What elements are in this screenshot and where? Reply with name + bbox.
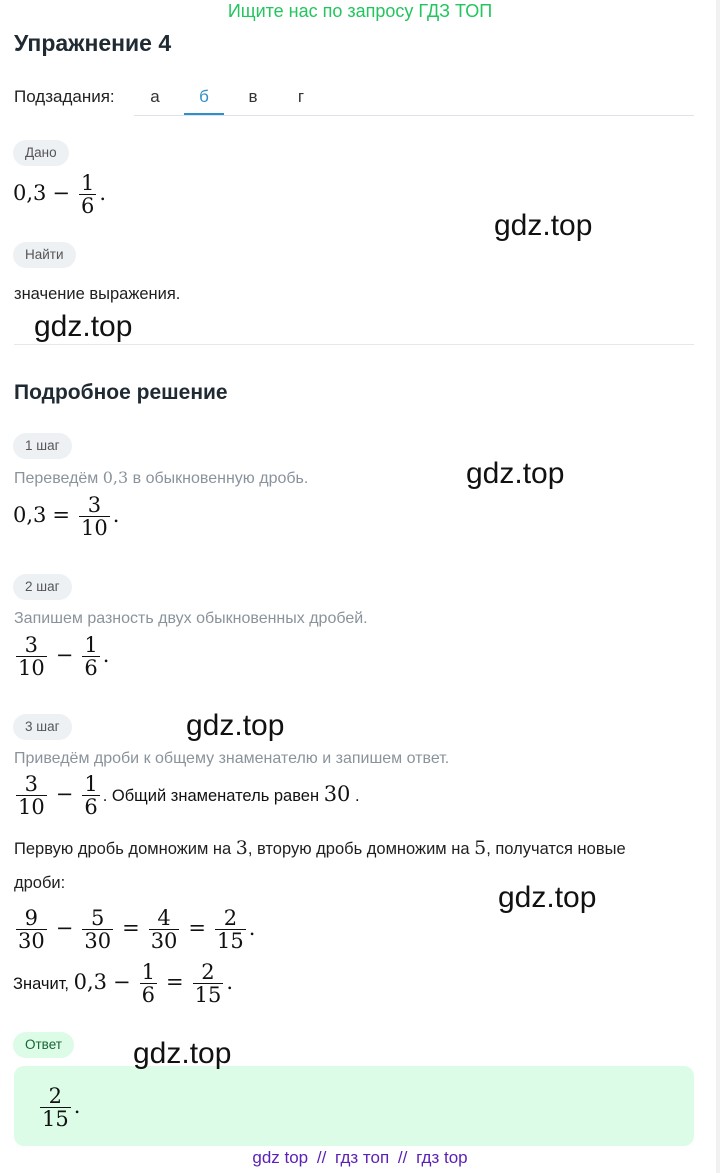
scrollbar[interactable] <box>716 0 720 1173</box>
watermark: gdz.top <box>494 209 593 242</box>
hint-text: в обыкновенную дробь. <box>128 470 309 487</box>
fraction <box>82 773 99 818</box>
watermark: gdz.top <box>34 310 133 343</box>
denominator: 15 <box>194 983 222 1008</box>
numerator: 5 <box>91 906 105 930</box>
multiplier-2: 5 <box>474 837 487 859</box>
fraction <box>193 961 224 1006</box>
find-text: значение выражения. <box>14 285 181 303</box>
page-title: Упражнение 4 <box>14 30 172 56</box>
numerator: 9 <box>24 906 39 930</box>
equals-sign: = <box>122 916 140 941</box>
find-chip: Найти <box>13 242 76 268</box>
active-tab-indicator <box>184 113 224 115</box>
fraction <box>140 961 157 1006</box>
step1-chip: 1 шаг <box>13 433 72 459</box>
hint-math: 0,3 <box>102 468 129 487</box>
fraction <box>16 634 47 679</box>
denominator: 6 <box>84 656 98 681</box>
step3-chip: 3 шаг <box>13 714 72 740</box>
step2-expression <box>13 634 109 679</box>
equals-sign: = <box>188 916 207 941</box>
common-denominator-value: 30 <box>323 782 351 807</box>
footer-link[interactable]: гдз top <box>416 1148 468 1167</box>
tab-b[interactable]: б <box>199 87 209 106</box>
tab-v[interactable]: в <box>248 87 258 106</box>
search-banner: Ищите нас по запросу ГДЗ ТОП <box>227 1 493 21</box>
answer-chip: Ответ <box>13 1032 74 1058</box>
numerator: 1 <box>84 772 98 796</box>
period: . <box>248 916 256 941</box>
numerator: 3 <box>24 772 39 796</box>
given-decimal: 0,3 <box>13 181 47 206</box>
fraction <box>82 907 113 952</box>
period: . <box>102 643 110 668</box>
denominator: 10 <box>81 516 108 541</box>
fraction <box>79 494 110 539</box>
watermark: gdz.top <box>186 709 285 742</box>
numerator: 1 <box>84 633 98 657</box>
answer-expression <box>37 1085 80 1130</box>
decimal: 0,3 <box>13 503 47 528</box>
period: . <box>226 970 234 995</box>
numerator: 2 <box>201 960 215 984</box>
fraction <box>16 907 47 952</box>
numerator: 3 <box>87 493 102 517</box>
denominator: 15 <box>42 1107 69 1132</box>
minus-sign: − <box>55 782 74 807</box>
conclusion-text: Значит, <box>13 975 74 994</box>
denominator: 30 <box>150 929 178 954</box>
numerator: 1 <box>81 171 95 195</box>
watermark: gdz.top <box>498 881 597 914</box>
step3-hint: Приведём дроби к общему знаменателю и запишем ответ. <box>14 750 450 767</box>
footer-link[interactable]: гдз топ <box>335 1148 390 1167</box>
section-divider <box>14 344 694 345</box>
step1-hint <box>14 468 308 488</box>
step3-expression <box>13 773 360 818</box>
step3-conclusion <box>13 961 233 1006</box>
denominator: 15 <box>217 929 244 954</box>
watermark: gdz.top <box>466 457 565 490</box>
text: , вторую дробь домножим на <box>247 840 475 858</box>
tab-g[interactable]: г <box>297 87 305 106</box>
common-denominator-text: . Общий знаменатель равен <box>102 787 324 806</box>
answer-box <box>14 1066 694 1146</box>
footer-separator: // <box>397 1148 408 1167</box>
step3-fractions-label: дроби: <box>14 874 66 892</box>
footer-separator: // <box>316 1148 327 1167</box>
minus-sign: − <box>55 643 74 668</box>
footer-link[interactable]: gdz top <box>252 1148 309 1167</box>
denominator: 30 <box>18 929 45 954</box>
period: . <box>73 1094 81 1119</box>
minus-sign: − <box>52 181 71 206</box>
fraction <box>16 773 47 818</box>
hint-text: Переведём <box>14 470 103 487</box>
numerator: 2 <box>48 1084 63 1108</box>
denominator: 6 <box>141 983 155 1008</box>
step2-chip: 2 шаг <box>13 574 72 600</box>
solution-title: Подробное решение <box>14 381 228 404</box>
subtasks-label: Подзадания: <box>14 87 115 106</box>
denominator: 6 <box>84 795 98 820</box>
denominator: 6 <box>81 194 95 219</box>
denominator: 30 <box>84 929 112 954</box>
denominator: 10 <box>18 795 45 820</box>
fraction <box>149 907 180 952</box>
minus-sign: − <box>55 916 74 941</box>
tabs-divider <box>134 115 694 116</box>
step3-chain <box>13 907 255 952</box>
period: . <box>99 181 107 206</box>
fraction <box>40 1085 71 1130</box>
fraction <box>82 634 99 679</box>
step3-multiply-text <box>14 837 626 859</box>
step1-expression <box>13 494 119 539</box>
period: . <box>350 787 360 806</box>
text: , получатся новые <box>486 840 626 858</box>
watermark: gdz.top <box>133 1037 232 1070</box>
minus-sign: − <box>113 970 131 995</box>
equals-sign: = <box>166 970 184 995</box>
decimal: 0,3 <box>73 970 108 995</box>
text: Первую дробь домножим на <box>14 840 236 858</box>
denominator: 10 <box>18 656 45 681</box>
given-fraction <box>79 172 96 217</box>
numerator: 4 <box>157 906 171 930</box>
multiplier-1: 3 <box>235 837 248 859</box>
equals-sign: = <box>52 503 71 528</box>
fraction <box>215 907 246 952</box>
given-expression <box>13 172 106 217</box>
tab-a[interactable]: а <box>150 87 160 106</box>
given-chip: Дано <box>13 140 69 166</box>
step2-hint: Запишем разность двух обыкновенных дробей. <box>14 610 368 627</box>
period: . <box>112 503 120 528</box>
footer-links <box>0 1148 720 1168</box>
numerator: 1 <box>141 960 155 984</box>
numerator: 3 <box>24 633 39 657</box>
numerator: 2 <box>223 906 238 930</box>
